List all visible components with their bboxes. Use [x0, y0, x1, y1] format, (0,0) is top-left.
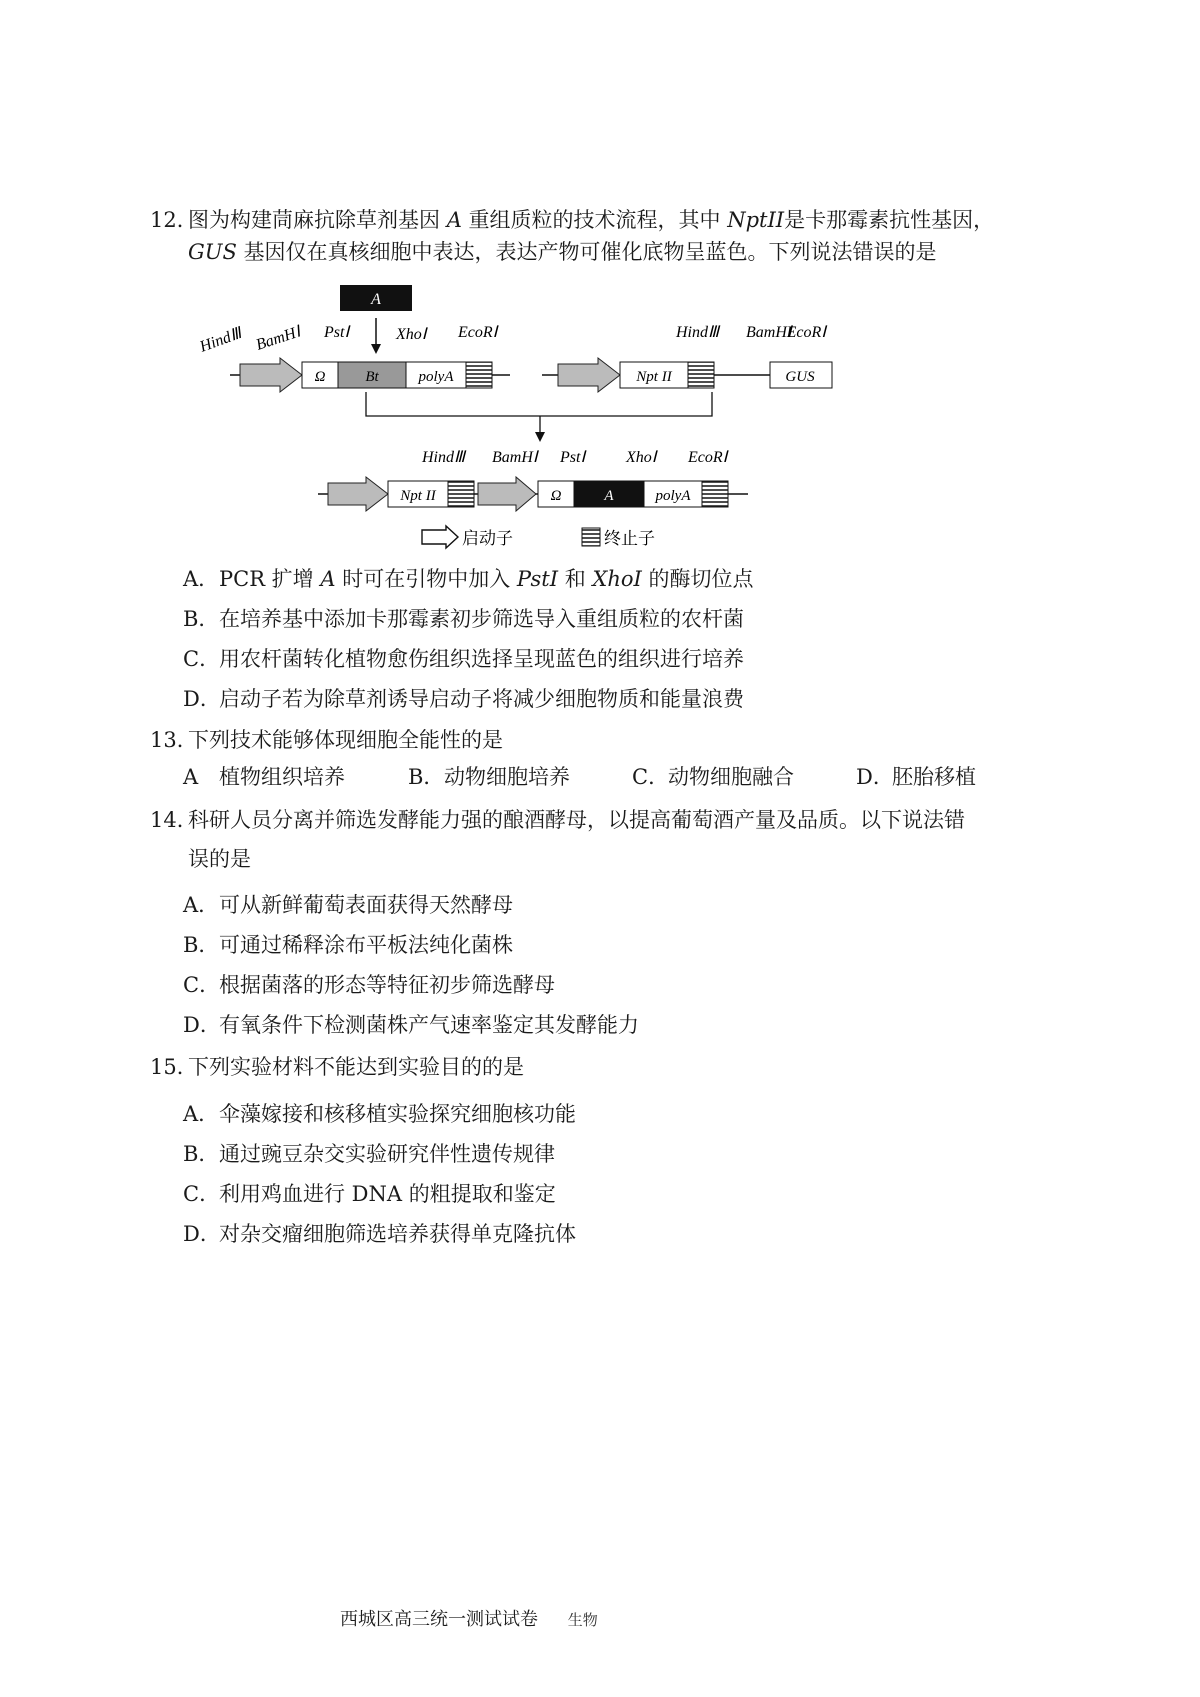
question-13-stem: 下列技术能够体现细胞全能性的是 — [188, 728, 503, 752]
question-14-number: 14． — [150, 808, 198, 832]
enzyme-xho-bottom: XhoⅠ — [626, 449, 657, 466]
q15-option-b: B．通过豌豆杂交实验研究伴性遗传规律 — [183, 1142, 555, 1166]
segment-npt-right: Npt II — [636, 369, 672, 385]
promoter-arrow-icon — [558, 358, 620, 392]
segment-omega-bottom: Ω — [550, 488, 562, 504]
q12-option-d: D．启动子若为除草剂诱导启动子将减少细胞物质和能量浪费 — [183, 687, 744, 711]
q14-option-a: A．可从新鲜葡萄表面获得天然酵母 — [183, 893, 513, 917]
legend-terminator-label: 终止子 — [604, 529, 655, 549]
gene-a-label: A — [371, 291, 381, 308]
question-15-number: 15． — [150, 1055, 198, 1079]
terminator-icon — [466, 362, 492, 388]
segment-gus: GUS — [785, 369, 815, 385]
q12-option-a: A．PCR 扩增 A 时可在引物中加入 PstⅠ 和 XhoⅠ 的酶切位点 — [183, 567, 754, 591]
question-12-stem-line-2: GUS 基因仅在真核细胞中表达，表达产物可催化底物呈蓝色。下列说法错误的是 — [188, 240, 937, 264]
enzyme-bam-left: BamHⅠ — [253, 323, 303, 354]
q13-option-c: C．动物细胞融合 — [632, 765, 794, 789]
q12-option-c: C．用农杆菌转化植物愈伤组织选择呈现蓝色的组织进行培养 — [183, 647, 744, 671]
q15-option-a: A．伞藻嫁接和核移植实验探究细胞核功能 — [183, 1102, 576, 1126]
down-arrow-icon — [371, 344, 381, 354]
enzyme-hind-bottom: HindⅢ — [422, 449, 466, 466]
promoter-arrow-icon — [478, 477, 536, 511]
enzyme-eco-right: EcoRⅠ — [786, 324, 826, 341]
q14-option-b: B．可通过稀释涂布平板法纯化菌株 — [183, 933, 513, 957]
enzyme-pst-bottom: PstⅠ — [560, 449, 586, 466]
plasmid-construction-diagram — [197, 280, 826, 560]
enzyme-eco-bottom: EcoRⅠ — [688, 449, 728, 466]
question-14-stem-line-1: 科研人员分离并筛选发酵能力强的酿酒酵母，以提高葡萄酒产量及品质。以下说法错 — [188, 808, 965, 832]
enzyme-bam-right: BamHⅠ — [746, 324, 792, 341]
q13-option-a: A 植物组织培养 — [183, 765, 345, 789]
legend-promoter-icon — [422, 526, 458, 548]
q15-option-d: D．对杂交瘤细胞筛选培养获得单克隆抗体 — [183, 1222, 576, 1246]
question-12-number: 12． — [150, 208, 198, 232]
terminator-icon — [702, 481, 728, 507]
q14-option-c: C．根据菌落的形态等特征初步筛选酵母 — [183, 973, 555, 997]
segment-omega: Ω — [314, 369, 326, 385]
segment-polya-bottom: polyA — [655, 488, 691, 504]
page-footer — [340, 1608, 598, 1632]
segment-polya: polyA — [418, 369, 454, 385]
q15-option-c: C．利用鸡血进行 DNA 的粗提取和鉴定 — [183, 1182, 556, 1206]
down-arrow-icon — [535, 432, 545, 442]
promoter-arrow-icon — [328, 477, 388, 511]
segment-bt: Bt — [365, 369, 379, 385]
question-12-stem-line-1: 图为构建茼麻抗除草剂基因 A 重组质粒的技术流程，其中 NptII是卡那霉素抗性基因， — [188, 208, 995, 232]
question-14-stem-line-2: 误的是 — [188, 847, 251, 871]
enzyme-eco-left: EcoRⅠ — [458, 324, 498, 341]
enzyme-hind-left: HindⅢ — [197, 325, 244, 356]
segment-npt-bottom: Npt II — [400, 488, 436, 504]
q13-option-d: D．胚胎移植 — [856, 765, 976, 789]
enzyme-pst-left: PstⅠ — [324, 324, 350, 341]
footer-title: 西城区高三统一测试试卷 — [340, 1609, 538, 1630]
legend-promoter-label: 启动子 — [462, 529, 513, 549]
footer-subject: 生物 — [567, 1611, 598, 1629]
question-13-number: 13． — [150, 728, 198, 752]
question-15-stem: 下列实验材料不能达到实验目的的是 — [188, 1055, 524, 1079]
q14-option-d: D．有氧条件下检测菌株产气速率鉴定其发酵能力 — [183, 1013, 639, 1037]
combine-bracket — [366, 392, 712, 416]
enzyme-hind-right: HindⅢ — [676, 324, 720, 341]
enzyme-bam-bottom: BamHⅠ — [492, 449, 538, 466]
q13-option-b: B．动物细胞培养 — [408, 765, 570, 789]
enzyme-xho-left: XhoⅠ — [396, 326, 427, 343]
terminator-icon — [688, 362, 714, 388]
segment-a-bottom: A — [604, 488, 614, 504]
terminator-icon — [448, 481, 474, 507]
q12-option-b: B．在培养基中添加卡那霉素初步筛选导入重组质粒的农杆菌 — [183, 607, 744, 631]
promoter-arrow-icon — [240, 358, 302, 392]
legend-terminator-icon — [582, 528, 600, 546]
